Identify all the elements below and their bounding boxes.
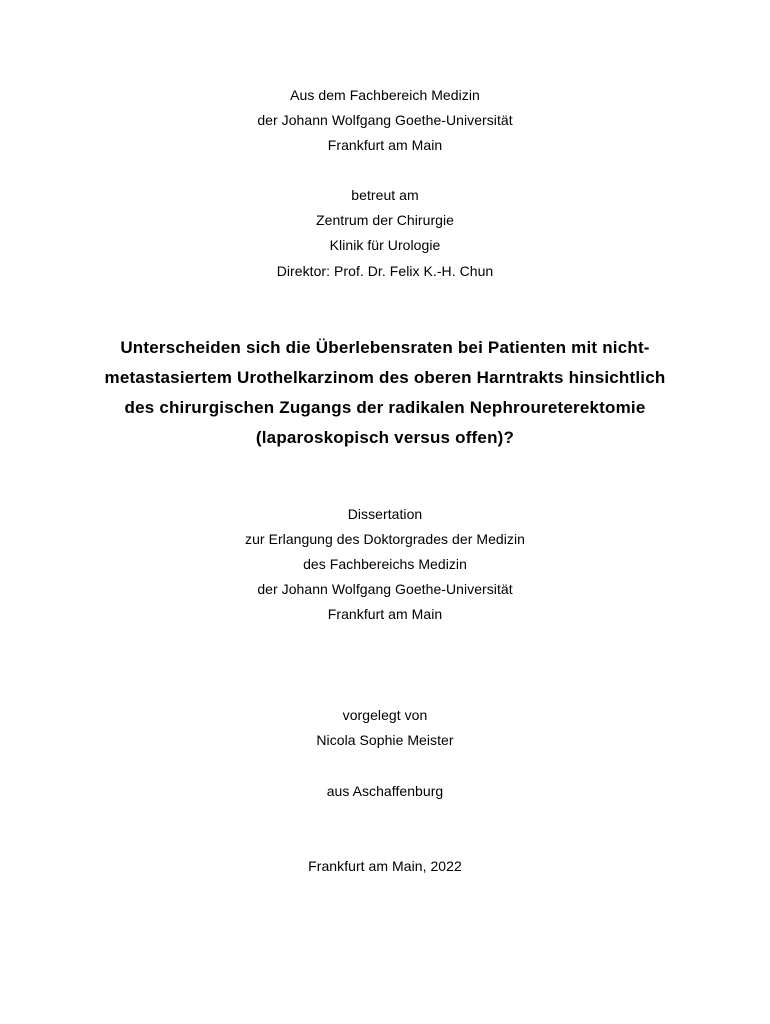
title-line-2: metastasiertem Urothelkarzinom des oberen Harntrakts hinsichtlich — [104, 368, 666, 387]
title-line-1: Unterscheiden sich die Überlebensraten bei Patienten mit nicht- — [120, 338, 650, 357]
supervised-at-line: betreut am — [351, 187, 419, 203]
degree-line: zur Erlangung des Doktorgrades der Medizin — [245, 531, 525, 547]
faculty-line: Aus dem Fachbereich Medizin — [290, 87, 480, 103]
department-line: des Fachbereichs Medizin — [303, 556, 467, 572]
author-origin: aus Aschaffenburg — [326, 783, 444, 799]
city-line: Frankfurt am Main — [327, 137, 443, 153]
dissertation-label: Dissertation — [347, 506, 423, 522]
place-date: Frankfurt am Main, 2022 — [308, 858, 462, 874]
title-line-4: (laparoskopisch versus offen)? — [255, 428, 515, 447]
university-line-2: der Johann Wolfgang Goethe-Universität — [257, 581, 513, 597]
submitted-by-label: vorgelegt von — [342, 707, 428, 723]
city-line-2: Frankfurt am Main — [327, 606, 443, 622]
director-line: Direktor: Prof. Dr. Felix K.-H. Chun — [276, 263, 494, 279]
university-line: der Johann Wolfgang Goethe-Universität — [257, 112, 513, 128]
author-name: Nicola Sophie Meister — [316, 732, 454, 748]
clinic-line: Klinik für Urologie — [329, 237, 441, 253]
title-line-3: des chirurgischen Zugangs der radikalen Nephroureterektomie — [124, 398, 646, 417]
center-line: Zentrum der Chirurgie — [316, 212, 454, 228]
